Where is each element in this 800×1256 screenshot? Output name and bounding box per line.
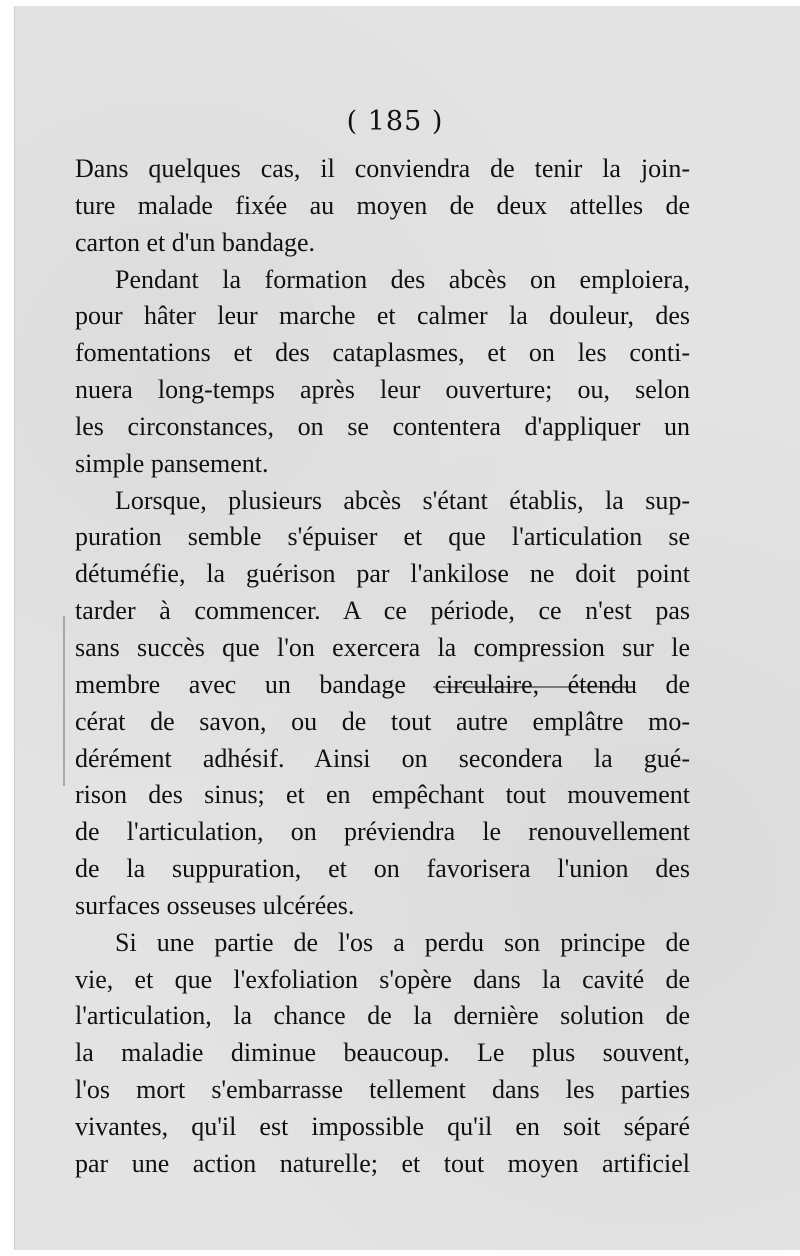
page-body-text [75, 151, 690, 1183]
text-line: puration semble s'épuiser et que l'articulation se [75, 522, 690, 552]
text-line: de l'articulation, on préviendra le renouvellement [75, 817, 690, 847]
text-line: carton et d'un bandage. [75, 227, 316, 257]
text-line: vie, et que l'exfoliation s'opère dans la cavité de [75, 964, 690, 994]
text-line: Si une partie de l'os a perdu son principe de [115, 927, 690, 957]
text-line: l'articulation, la chance de la dernière solution de [75, 1001, 690, 1031]
book-page [14, 6, 800, 1250]
text-line: de la suppuration, et on favorisera l'union des [75, 854, 690, 884]
text-line: sans succès que l'on exercera la compression sur le [75, 632, 690, 662]
text-line: simple pansement. [75, 448, 269, 478]
margin-pencil-mark [63, 616, 65, 786]
text-line: membre avec un bandage circulaire, étendu de [75, 669, 690, 699]
text-line: fomentations et des cataplasmes, et on les conti- [75, 338, 690, 368]
text-line: Dans quelques cas, il conviendra de tenir la join- [75, 154, 690, 183]
text-line: pour hâter leur marche et calmer la douleur, des [75, 301, 690, 331]
text-line: cérat de savon, ou de tout autre emplâtre mo- [75, 706, 690, 736]
text-line: les circonstances, on se contentera d'appliquer un [75, 411, 690, 441]
text-line: nuera long-temps après leur ouverture; ou, selon [75, 375, 690, 405]
text-line: tarder à commencer. A ce période, ce n'est pas [75, 596, 690, 626]
text-line: l'os mort s'embarrasse tellement dans les parties [75, 1075, 690, 1105]
text-line: ture malade fixée au moyen de deux attelles de [75, 190, 690, 220]
text-line: la maladie diminue beaucoup. Le plus souvent, [75, 1038, 690, 1068]
page-number: ( 185 ) [346, 106, 444, 137]
text-line: surfaces osseuses ulcérées. [75, 890, 355, 920]
text-line: par une action naturelle; et tout moyen artificiel [75, 1148, 690, 1178]
text-line: rison des sinus; et en empêchant tout mouvement [75, 780, 690, 810]
text-line: dérément adhésif. Ainsi on secondera la gué- [75, 743, 690, 773]
text-line: vivantes, qu'il est impossible qu'il en soit séparé [75, 1111, 690, 1141]
text-line: Pendant la formation des abcès on emploiera, [115, 264, 690, 294]
text-line: Lorsque, plusieurs abcès s'étant établis, la sup- [115, 485, 690, 515]
text-line: détuméfie, la guérison par l'ankilose ne doit point [75, 559, 690, 589]
